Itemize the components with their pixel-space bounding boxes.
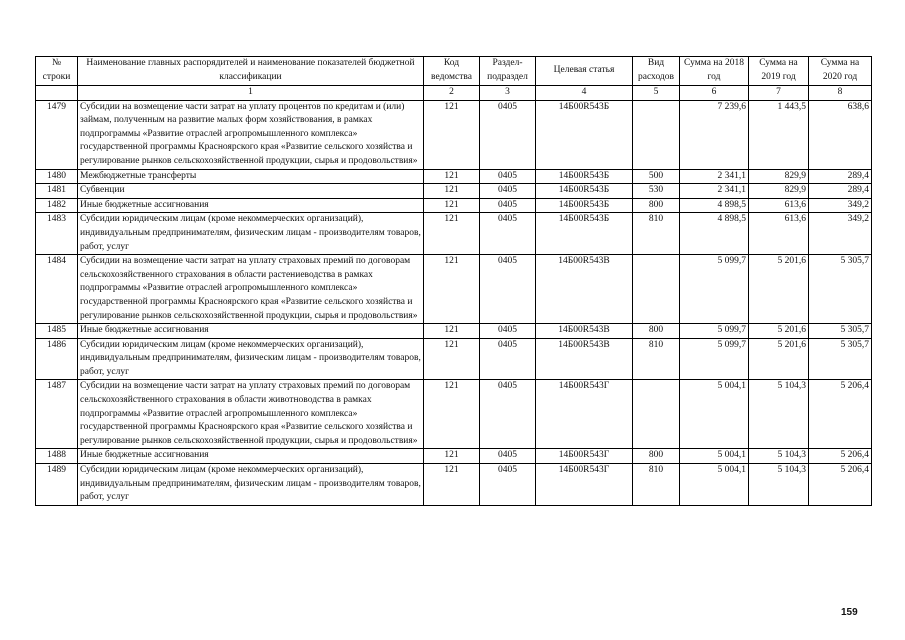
row-number: 1481 [36,184,78,199]
table-row [36,380,872,449]
table-row [36,184,872,199]
amount-2019: 5 104,3 [749,464,809,506]
header-expense-type: Вид расходов [633,57,680,86]
dept-code: 121 [424,198,480,213]
section-code: 0405 [480,464,536,506]
target-article: 14Б00R543В [536,255,633,324]
column-number: 3 [480,86,536,101]
amount-2019: 5 104,3 [749,449,809,464]
row-name: Субсидии юридическим лицам (кроме некоммерческих организаций), индивидуальным предпринимателям, физическим лицам - производителям товаров, работ, услуг [78,338,424,380]
amount-2020: 5 305,7 [809,338,872,380]
header-section: Раздел-подраздел [480,57,536,86]
amount-2018: 5 004,1 [680,380,749,449]
amount-2019: 613,6 [749,213,809,255]
header-name: Наименование главных распорядителей и наименование показателей бюджетной классификации [78,57,424,86]
expense-type [633,380,680,449]
amount-2020: 5 305,7 [809,324,872,339]
row-name: Субсидии на возмещение части затрат на уплату страховых премий по договорам сельскохозяйственного страхования в области животноводства в рамках подпрограммы «Развитие отраслей агропромышленного комплекса» государственной программы Красноярского края «Развитие сельского хозяйства и регулирование рынков сельскохозяйственной продукции, сырья и продовольствия» [78,380,424,449]
expense-type: 530 [633,184,680,199]
dept-code: 121 [424,169,480,184]
column-number: 4 [536,86,633,101]
expense-type: 800 [633,324,680,339]
row-name: Субсидии на возмещение части затрат на уплату страховых премий по договорам сельскохозяйственного страхования в области растениеводства в рамках подпрограммы «Развитие отраслей агропромышленного комплекса» государственной программы Красноярского края «Развитие сельского хозяйства и регулирование рынков сельскохозяйственной продукции, сырья и продовольствия» [78,255,424,324]
table-body [36,100,872,505]
header-sum-2020: Сумма на 2020 год [809,57,872,86]
expense-type: 810 [633,213,680,255]
amount-2018: 4 898,5 [680,213,749,255]
row-number: 1482 [36,198,78,213]
row-number: 1488 [36,449,78,464]
header-sum-2018: Сумма на 2018 год [680,57,749,86]
target-article: 14Б00R543Г [536,449,633,464]
amount-2019: 5 201,6 [749,255,809,324]
row-number: 1487 [36,380,78,449]
amount-2018: 2 341,1 [680,169,749,184]
dept-code: 121 [424,255,480,324]
target-article: 14Б00R543Г [536,380,633,449]
row-name: Иные бюджетные ассигнования [78,324,424,339]
dept-code: 121 [424,380,480,449]
amount-2018: 2 341,1 [680,184,749,199]
target-article: 14Б00R543Б [536,184,633,199]
section-code: 0405 [480,169,536,184]
column-number: 1 [78,86,424,101]
expense-type: 800 [633,198,680,213]
target-article: 14Б00R543Б [536,100,633,169]
row-name: Субсидии юридическим лицам (кроме некоммерческих организаций), индивидуальным предпринимателям, физическим лицам - производителям товаров, работ, услуг [78,213,424,255]
section-code: 0405 [480,184,536,199]
row-name: Субсидии на возмещение части затрат на уплату процентов по кредитам и (или) займам, полученным на развитие малых форм хозяйствования, в рамках подпрограммы «Развитие отраслей агропромышленного комплекса» государственной программы Красноярского края «Развитие сельского хозяйства и регулирование рынков сельскохозяйственной продукции, сырья и продовольствия» [78,100,424,169]
section-code: 0405 [480,449,536,464]
amount-2019: 5 201,6 [749,338,809,380]
header-row [36,57,872,86]
section-code: 0405 [480,198,536,213]
header-row-no: № строки [36,57,78,86]
amount-2019: 5 104,3 [749,380,809,449]
row-number: 1480 [36,169,78,184]
expense-type: 810 [633,338,680,380]
amount-2019: 829,9 [749,169,809,184]
amount-2020: 5 206,4 [809,449,872,464]
budget-table [35,56,872,506]
row-number: 1489 [36,464,78,506]
amount-2020: 349,2 [809,198,872,213]
table-row [36,338,872,380]
amount-2018: 5 004,1 [680,464,749,506]
amount-2019: 829,9 [749,184,809,199]
section-code: 0405 [480,100,536,169]
target-article: 14Б00R543Б [536,213,633,255]
amount-2018: 4 898,5 [680,198,749,213]
amount-2018: 5 004,1 [680,449,749,464]
section-code: 0405 [480,338,536,380]
row-name: Субсидии юридическим лицам (кроме некоммерческих организаций), индивидуальным предпринимателям, физическим лицам - производителям товаров, работ, услуг [78,464,424,506]
header-dept-code: Код ведомства [424,57,480,86]
target-article: 14Б00R543Б [536,198,633,213]
column-number-row [36,86,872,101]
dept-code: 121 [424,338,480,380]
row-name: Иные бюджетные ассигнования [78,198,424,213]
dept-code: 121 [424,449,480,464]
section-code: 0405 [480,213,536,255]
expense-type: 500 [633,169,680,184]
amount-2020: 5 206,4 [809,380,872,449]
table-row [36,449,872,464]
amount-2019: 613,6 [749,198,809,213]
row-number: 1483 [36,213,78,255]
target-article: 14Б00R543В [536,324,633,339]
row-number: 1484 [36,255,78,324]
dept-code: 121 [424,324,480,339]
row-number: 1485 [36,324,78,339]
header-target: Целевая статья [536,57,633,86]
dept-code: 121 [424,464,480,506]
section-code: 0405 [480,324,536,339]
table-row [36,213,872,255]
target-article: 14Б00R543Б [536,169,633,184]
header-sum-2019: Сумма на 2019 год [749,57,809,86]
amount-2020: 638,6 [809,100,872,169]
section-code: 0405 [480,255,536,324]
expense-type [633,255,680,324]
dept-code: 121 [424,213,480,255]
column-number: 8 [809,86,872,101]
row-name: Субвенции [78,184,424,199]
expense-type [633,100,680,169]
section-code: 0405 [480,380,536,449]
table-row [36,464,872,506]
column-number: 6 [680,86,749,101]
amount-2018: 5 099,7 [680,338,749,380]
amount-2020: 5 305,7 [809,255,872,324]
column-number: 2 [424,86,480,101]
row-name: Иные бюджетные ассигнования [78,449,424,464]
target-article: 14Б00R543В [536,338,633,380]
column-number: 7 [749,86,809,101]
table-row [36,324,872,339]
page-number: 159 [841,607,858,618]
target-article: 14Б00R543Г [536,464,633,506]
dept-code: 121 [424,100,480,169]
amount-2018: 7 239,6 [680,100,749,169]
amount-2020: 5 206,4 [809,464,872,506]
amount-2019: 1 443,5 [749,100,809,169]
expense-type: 800 [633,449,680,464]
row-name: Межбюджетные трансферты [78,169,424,184]
column-number [36,86,78,101]
amount-2019: 5 201,6 [749,324,809,339]
amount-2020: 349,2 [809,213,872,255]
row-number: 1486 [36,338,78,380]
table-row [36,100,872,169]
amount-2020: 289,4 [809,169,872,184]
table-row [36,169,872,184]
amount-2018: 5 099,7 [680,324,749,339]
expense-type: 810 [633,464,680,506]
amount-2020: 289,4 [809,184,872,199]
column-number: 5 [633,86,680,101]
row-number: 1479 [36,100,78,169]
dept-code: 121 [424,184,480,199]
table-row [36,198,872,213]
amount-2018: 5 099,7 [680,255,749,324]
table-row [36,255,872,324]
